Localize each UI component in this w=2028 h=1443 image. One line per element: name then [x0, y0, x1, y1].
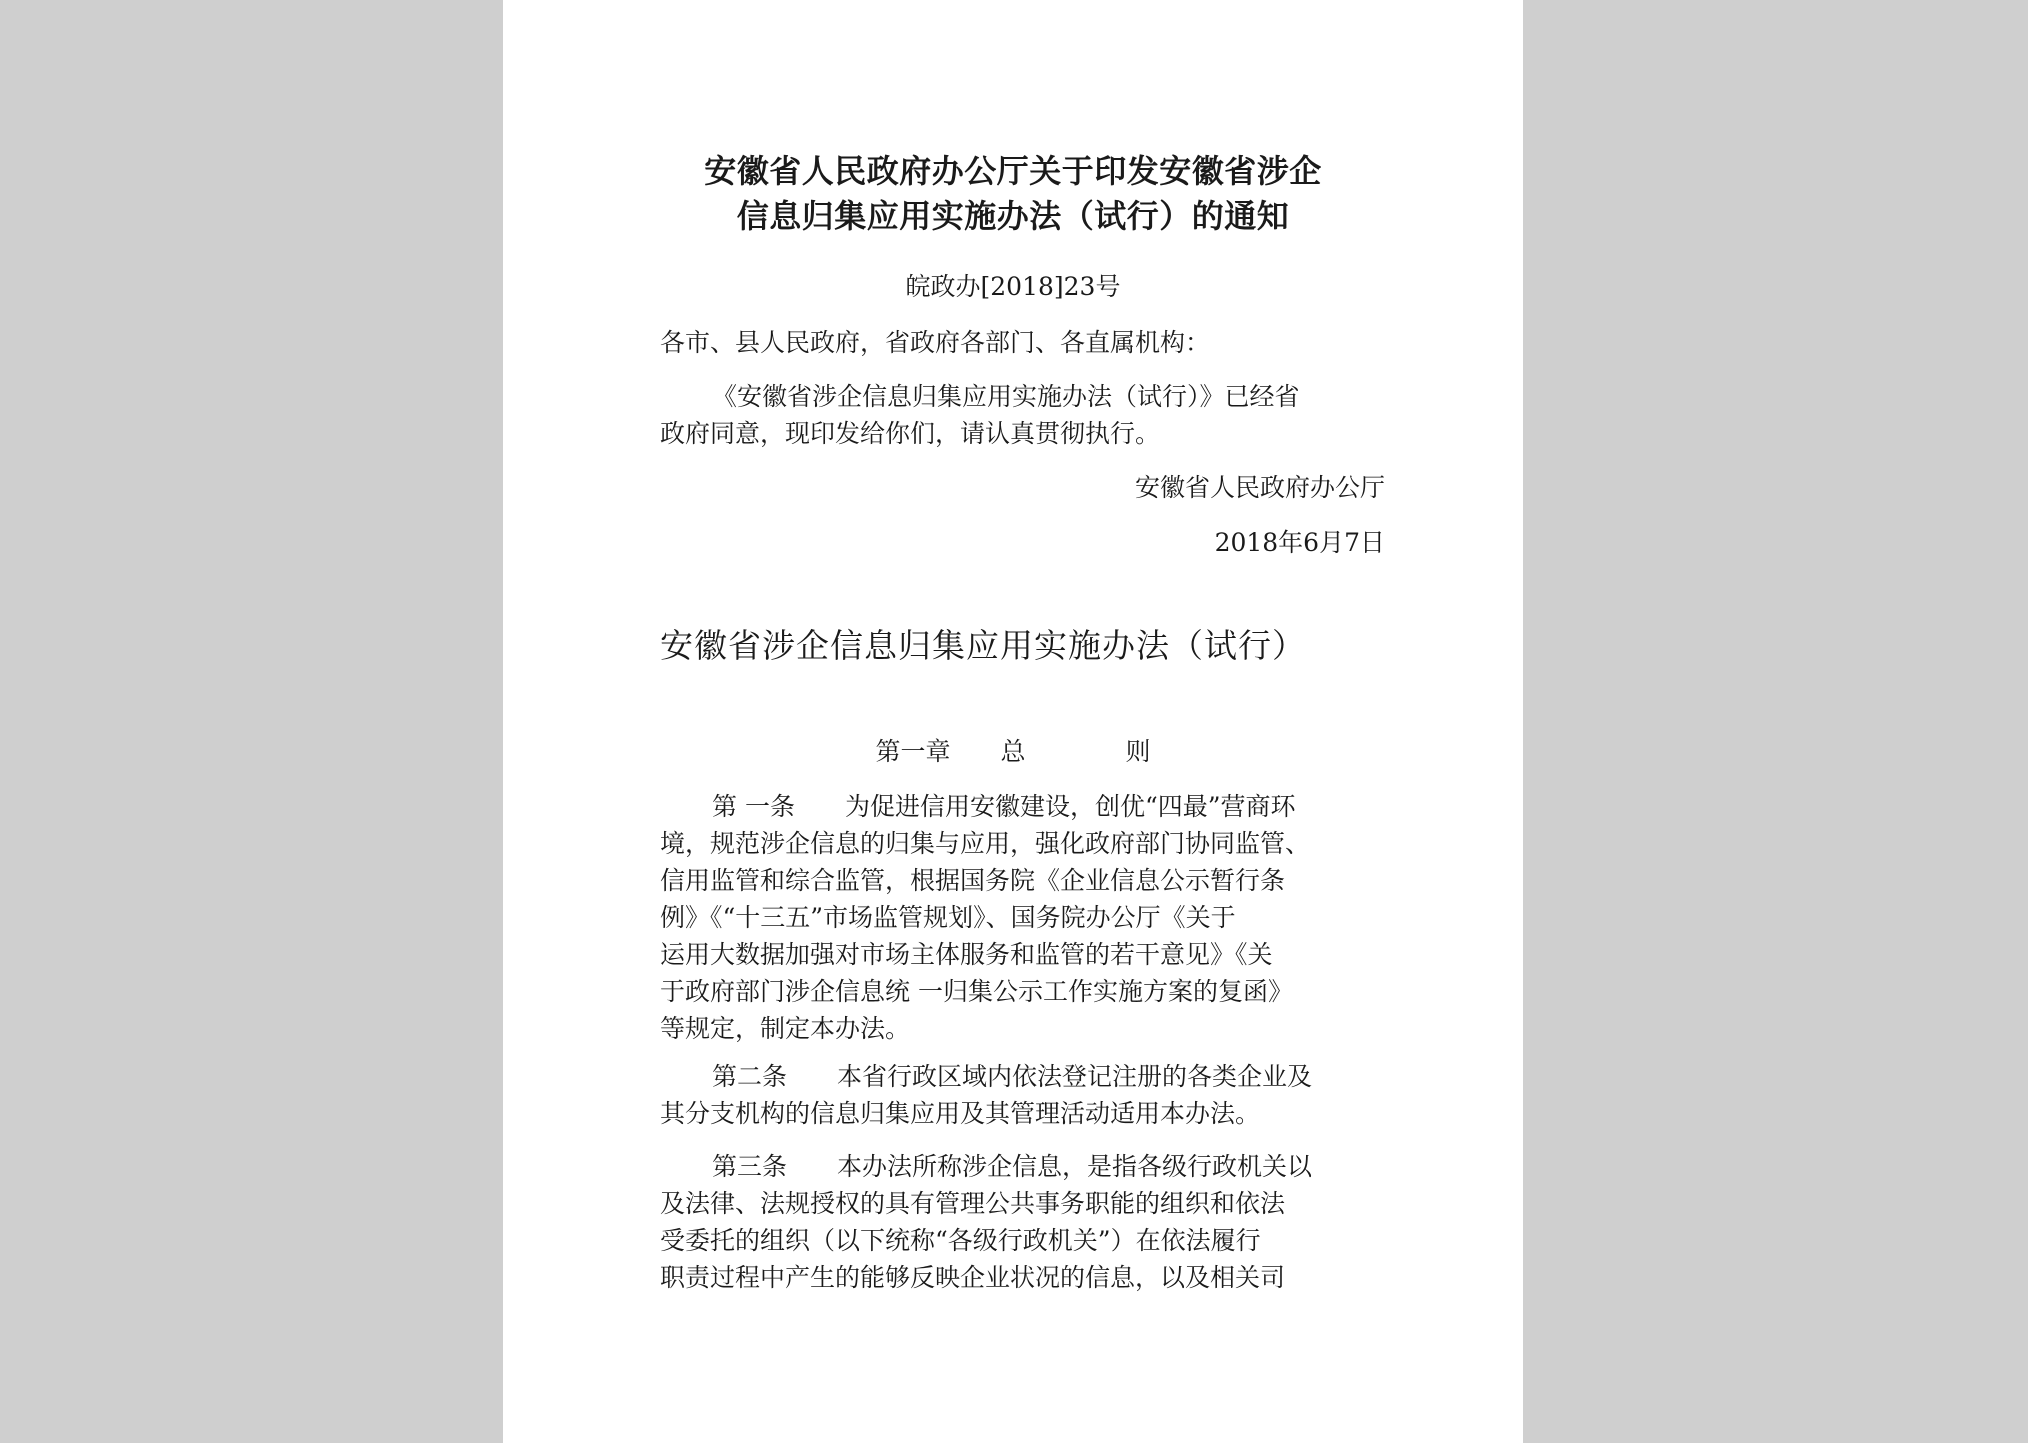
article-1-line: 境，规范涉企信息的归集与应用，强化政府部门协同监管、	[660, 829, 1311, 858]
document-page	[503, 0, 1523, 1443]
article-3-line: 职责过程中产生的能够反映企业状况的信息，以及相关司	[660, 1263, 1286, 1292]
notice-body-line-1: 《安徽省涉企信息归集应用实施办法（试行）》已经省	[712, 382, 1300, 411]
notice-body-line-2: 政府同意，现印发给你们，请认真贯彻执行。	[660, 419, 1161, 448]
notice-title-line-2: 信息归集应用实施办法（试行）的通知	[736, 197, 1290, 235]
chapter-1-heading: 第一章 总 则	[875, 737, 1151, 766]
article-3-line: 第三条 本办法所称涉企信息，是指各级行政机关以	[712, 1152, 1313, 1181]
article-2-line: 第二条 本省行政区域内依法登记注册的各类企业及	[712, 1062, 1313, 1091]
article-1-line: 例》《“十三五”市场监管规划》、国务院办公厅《关于	[660, 903, 1236, 932]
article-3-line: 受委托的组织（以下统称“各级行政机关”）在依法履行	[660, 1226, 1261, 1255]
issuer: 安徽省人民政府办公厅	[1134, 473, 1385, 502]
article-2-line: 其分支机构的信息归集应用及其管理活动适用本办法。	[660, 1099, 1261, 1128]
issue-date: 2018年6月7日	[1214, 528, 1385, 557]
article-1-line: 等规定，制定本办法。	[660, 1014, 911, 1043]
addressee: 各市、县人民政府，省政府各部门、各直属机构：	[660, 328, 1211, 357]
notice-title-line-1: 安徽省人民政府办公厅关于印发安徽省涉企	[704, 152, 1322, 190]
article-1-line: 第 一条 为促进信用安徽建设，创优“四最”营商环	[712, 792, 1296, 821]
article-1-line: 运用大数据加强对市场主体服务和监管的若干意见》《关	[660, 940, 1273, 969]
article-1-line: 于政府部门涉企信息统 一归集公示工作实施方案的复函》	[660, 977, 1293, 1006]
measures-title: 安徽省涉企信息归集应用实施办法（试行）	[660, 626, 1306, 665]
document-number: 皖政办[2018]23号	[905, 272, 1121, 301]
article-1-line: 信用监管和综合监管，根据国务院《企业信息公示暂行条	[660, 866, 1286, 895]
article-3-line: 及法律、法规授权的具有管理公共事务职能的组织和依法	[660, 1189, 1286, 1218]
